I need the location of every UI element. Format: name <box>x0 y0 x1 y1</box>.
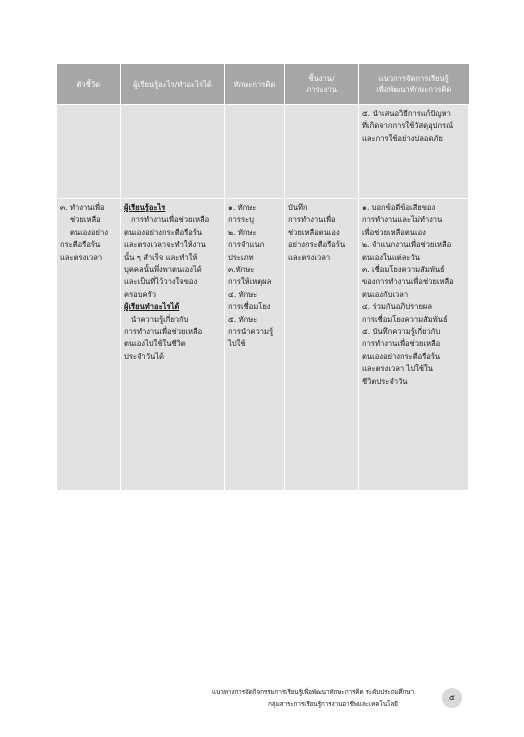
cell-approach: ๑. บอกข้อดีข้อเสียของ การทำงานและไม่ทำงาน เพื่อช่วยเหลือตนเอง ๒. จำแนกงานเพื่อช่วยเหลือ ตนเองในแต่ละวัน ๓. เชื่อมโยงความสัมพันธ์ ของการทำงานเพื่อช่วยเหลือ ตนเองกับเวลา ๔. ร่วมกันอภิปรายผล การเชื่อมโยงความสัมพันธ์ ๕. บันทึกความรู้เกี่ยวกับ การทำงานเพื่อช่วยเหลือ ตนเองอย่างกระตือรือร้น และตรงเวลา ไปใช้ใน ชีวิตประจำวัน <box>359 199 469 491</box>
learn-heading: ผู้เรียนรู้อะไร <box>124 203 166 212</box>
header-skill: ทักษะการคิด <box>225 64 285 105</box>
footer-book-title: แนวทางการจัดกิจกรรมการเรียนรู้เพื่อพัฒนาทักษะการคิด ระดับประถมศึกษา <box>212 688 414 696</box>
table-row <box>57 199 469 491</box>
table-header-row <box>57 64 469 105</box>
header-indicator: ตัวชี้วัด <box>57 64 121 105</box>
cell-indicator <box>57 105 121 199</box>
cell-indicator: ๓. ทำงานเพื่อ ช่วยเหลือ ตนเองอย่าง กระตือรือร้น และตรงเวลา <box>57 199 121 491</box>
footer-subject: กลุ่มสาระการเรียนรู้การงานอาชีพและเทคโนโลยี <box>268 700 398 708</box>
cell-learn: ผู้เรียนรู้อะไร การทำงานเพื่อช่วยเหลือ ตนเองอย่างกระตือรือร้น และตรงเวลาจะทำให้งาน นั้น ๆ สำเร็จ และทำให้ บุคคลนั้นพึ่งพาตนเองได้ และเป็นที่ไว้วางใจของ ครอบครัว ผู้เรียนทำอะไรได้ นำความรู้เกี่ยวกับ การทำงานเพื่อช่วยเหลือ ตนเองไปใช้ในชีวิต ประจำวันได้ <box>121 199 225 491</box>
header-learn: ผู้เรียนรู้อะไร/ทำอะไรได้ <box>121 64 225 105</box>
curriculum-table <box>56 64 469 491</box>
cell-work: บันทึก การทำงานเพื่อ ช่วยเหลือตนเอง อย่างกระตือรือร้น และตรงเวลา <box>285 199 359 491</box>
page-number: ๕ <box>442 688 462 708</box>
cell-skill: ๑. ทักษะ การระบุ ๒. ทักษะ การจำแนก ประเภท ๓.ทักษะ การให้เหตุผล ๔. ทักษะ การเชื่อมโยง ๕. ทักษะ การนำความรู้ ไปใช้ <box>225 199 285 491</box>
header-work: ชิ้นงาน/ ภาระงาน <box>285 64 359 105</box>
cell-work <box>285 105 359 199</box>
header-approach: แนวการจัดการเรียนรู้ เพื่อพัฒนาทักษะการคิด <box>359 64 469 105</box>
cell-learn <box>121 105 225 199</box>
table-row <box>57 105 469 199</box>
do-heading: ผู้เรียนทำอะไรได้ <box>124 302 180 312</box>
cell-approach: ๕. นำเสนอวิธีการแก้ปัญหา ที่เกิดจากการใช้วัสดุอุปกรณ์ และการใช้อย่างปลอดภัย <box>359 105 469 199</box>
cell-skill <box>225 105 285 199</box>
